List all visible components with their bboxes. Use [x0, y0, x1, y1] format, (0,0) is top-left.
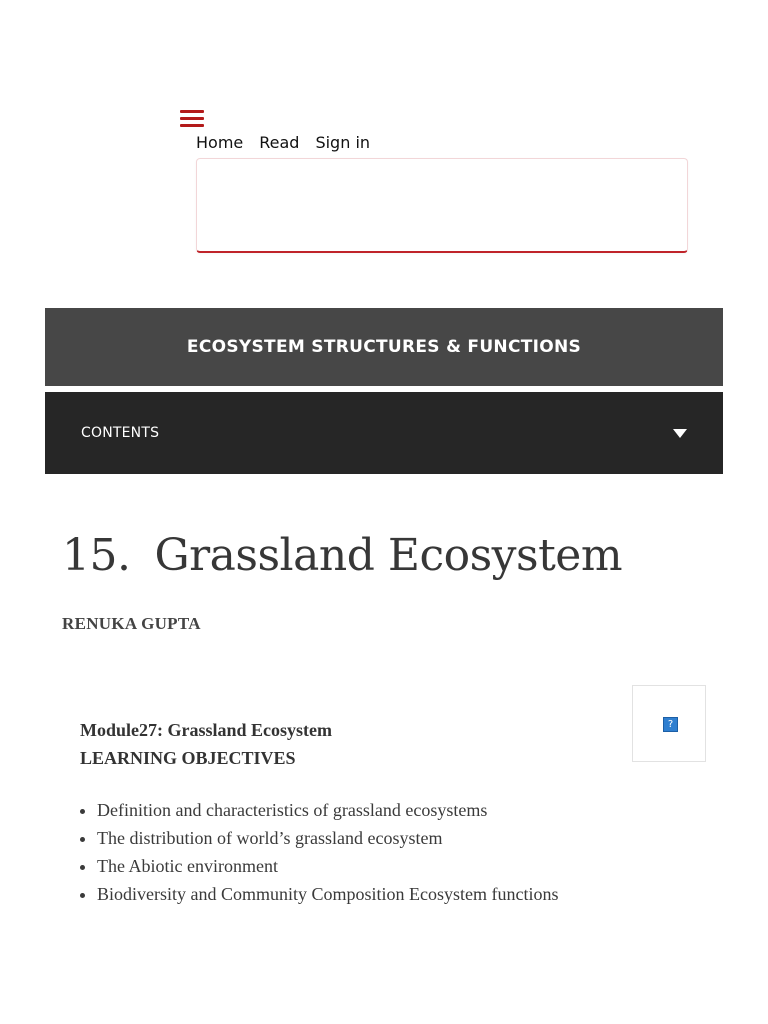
list-item: • The distribution of world’s grassland ecosystem — [97, 824, 559, 852]
contents-dropdown[interactable] — [45, 392, 723, 474]
image-placeholder — [632, 685, 706, 762]
top-navigation — [196, 133, 370, 152]
module-header — [80, 716, 332, 772]
list-item: • Definition and characteristics of grassland ecosystems — [97, 796, 559, 824]
chapter-number: 15. — [62, 530, 131, 581]
contents-label: CONTENTS — [81, 425, 160, 441]
list-item: • Biodiversity and Community Composition Ecosystem functions — [97, 880, 559, 908]
objectives-heading: LEARNING OBJECTIVES — [80, 748, 296, 768]
book-title-banner — [45, 308, 723, 386]
hamburger-menu-icon[interactable] — [178, 108, 206, 130]
caret-down-icon — [673, 429, 687, 438]
search-panel[interactable] — [196, 158, 688, 253]
nav-read-link[interactable]: Read — [259, 133, 300, 152]
chapter-title — [62, 530, 622, 581]
list-item: • The Abiotic environment — [97, 852, 559, 880]
book-title-link[interactable]: ECOSYSTEM STRUCTURES & FUNCTIONS — [186, 337, 582, 357]
nav-sign-in-link[interactable]: Sign in — [315, 133, 371, 152]
broken-image-icon: ? — [663, 717, 678, 732]
chapter-author: RENUKA GUPTA — [62, 614, 201, 633]
objectives-list — [80, 796, 559, 908]
chapter-title-text: Grassland Ecosystem — [154, 530, 623, 581]
nav-home-link[interactable]: Home — [196, 133, 244, 152]
module-title: Module27: Grassland Ecosystem — [80, 720, 332, 740]
